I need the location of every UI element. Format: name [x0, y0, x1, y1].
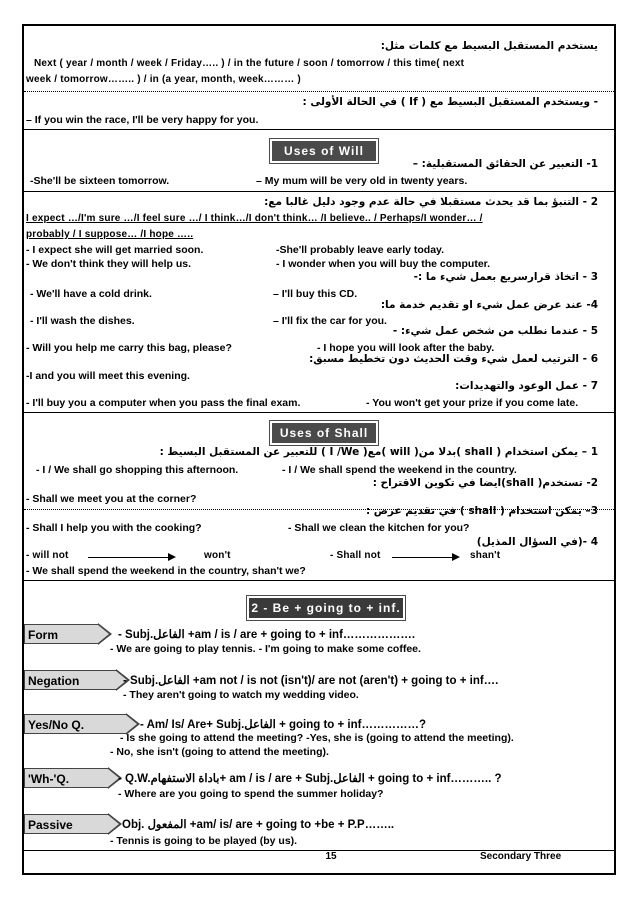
form-rule: - Subj.الفاعل +am / is / are + going to + inf……………….	[118, 629, 416, 641]
negation-tab-label: Negation	[24, 670, 116, 690]
divider	[24, 129, 614, 130]
will-use-3-example-a: - We'll have a cold drink.	[30, 288, 152, 300]
will-use-5-example-a: - Will you help me carry this bag, please?	[26, 342, 232, 354]
if-example: – If you win the race, I'll be very happy for you.	[26, 114, 259, 126]
will-use-5-example-b: - I hope you will look after the baby.	[317, 342, 495, 354]
time-words-line-2: week / tomorrow…….. ) / in (a year, month, week……… )	[26, 74, 301, 85]
yes-no-rule: - Am/ Is/ Are+ Subj.الفاعل + going to + inf……………?	[140, 719, 427, 731]
will-banner: Uses of Will	[270, 139, 378, 163]
will-use-2-example-1a: - I expect she will get married soon.	[26, 244, 204, 256]
will-use-6-arabic: 6 - الترتيب لعمل شيء وقت الحديث دون تخطيط مسبق:	[309, 353, 598, 365]
yes-no-tab-label: Yes/No Q.	[24, 714, 126, 734]
wh-question-tab-label: 'Wh-'Q.	[24, 768, 108, 788]
page-number: 15	[325, 851, 337, 862]
contraction-shant: shan't	[470, 550, 501, 561]
will-use-2-arabic: 2 - التنبؤ بما قد يحدث مستقبلا في حالة عدم وجود دليل غالبا مع:	[264, 196, 598, 208]
will-use-6-example: -I and you will meet this evening.	[26, 370, 190, 382]
will-use-2-example-1b: -She'll probably leave early today.	[276, 244, 445, 256]
will-use-4-arabic: 4- عند عرض عمل شيء او تقديم خدمة ما:	[380, 299, 598, 311]
contraction-wont: won't	[204, 550, 231, 561]
yes-no-example-1: - Is she going to attend the meeting? -Yes, she is (going to attend the meeting).	[120, 732, 514, 744]
header-arabic: يستخدم المستقبل البسيط مع كلمات مثل:	[380, 40, 598, 52]
going-to-banner: 2 - Be + going to + inf.	[247, 596, 405, 620]
shall-banner: Uses of Shall	[270, 421, 378, 445]
arrow-right-icon	[392, 557, 452, 558]
will-use-2-phrases-2: probably / I suppose… /I hope …..	[26, 229, 194, 240]
passive-rule: Obj. المفعول +am/ is/ are + going to +be + P.P……..	[122, 819, 395, 831]
will-use-3-example-b: – I'll buy this CD.	[273, 288, 358, 300]
negation-example: - They aren't going to watch my wedding video.	[123, 689, 359, 701]
shall-use-1-example-a: - I / We shall go shopping this afternoon.	[36, 464, 239, 476]
passive-tab-label: Passive	[24, 814, 108, 834]
contraction-shall-not: - Shall not	[330, 550, 381, 561]
time-words-line-1: Next ( year / month / week / Friday….. ) / in the future / soon / tomorrow / this time( next	[34, 58, 465, 69]
will-use-1-example-a: -She'll be sixteen tomorrow.	[30, 175, 170, 187]
will-use-7-example-a: - I'll buy you a computer when you pass the final exam.	[26, 397, 301, 409]
shall-use-1-arabic: 1 – يمكن استخدام ( shall )بدلا من( will )مع( I /We ) للتعبير عن المستقبل البسيط :	[159, 446, 598, 458]
will-use-5-arabic: 5 - عندما نطلب من شخص عمل شيء: -	[392, 325, 598, 337]
divider	[24, 580, 614, 581]
will-use-2-example-2b: - I wonder when you will buy the computer.	[276, 258, 491, 270]
will-use-1-arabic: 1- التعبير عن الحقائق المستقبلية: –	[412, 158, 598, 170]
will-use-1-example-b: – My mum will be very old in twenty years.	[256, 175, 468, 187]
will-use-2-example-2a: - We don't think they will help us.	[26, 258, 192, 270]
will-use-2-phrases-1: I expect …/I'm sure …/I feel sure …/ I think…/I don't think… /I believe.. / Perhaps/I wonder… /	[26, 213, 483, 224]
wh-question-rule: - Q.W.باداة الاستفهام+ am / is / are + Subj.الفاعل + going to + inf……….. ?	[118, 773, 502, 785]
negation-rule: - Subj.الفاعل +am not / is not (isn't)/ are not (aren't) + going to + inf….	[123, 675, 499, 687]
shall-use-4-arabic: 4 -(في السؤال المذيل)	[476, 536, 598, 548]
wh-question-example: - Where are you going to spend the summer holiday?	[118, 788, 384, 800]
divider	[24, 412, 614, 413]
will-use-3-arabic: 3 - اتخاذ قرارسريع بعمل شيء ما :-	[413, 271, 598, 283]
form-tab-label: Form	[24, 624, 98, 644]
form-example: - We are going to play tennis. - I'm going to make some coffee.	[110, 643, 421, 655]
shall-use-3-example-a: - Shall I help you with the cooking?	[26, 522, 202, 534]
will-use-7-arabic: 7 - عمل الوعود والتهديدات:	[455, 380, 598, 392]
yes-no-example-2: - No, she isn't (going to attend the meeting).	[110, 746, 329, 758]
contraction-will-not: - will not	[26, 550, 69, 561]
shall-use-3-arabic: 3– يمكن استخدام ( shall ) في تقديم عرض :	[365, 505, 598, 517]
will-use-4-example-a: - I'll wash the dishes.	[30, 315, 135, 327]
shall-use-4-example: - We shall spend the weekend in the country, shan't we?	[26, 565, 306, 577]
divider	[24, 91, 614, 92]
book-title: Secondary Three	[480, 851, 562, 862]
shall-use-1-example-b: - I / We shall spend the weekend in the country.	[282, 464, 517, 476]
shall-use-2-arabic: 2- تستخدم( shall)ايضا في تكوين الاقتراح :	[372, 477, 598, 489]
shall-use-3-example-b: - Shall we clean the kitchen for you?	[288, 522, 470, 534]
if-rule-arabic: - ويستخدم المستقبل البسيط مع ( If ) في الحالة الأولى :	[302, 96, 598, 108]
will-use-4-example-b: – I'll fix the car for you.	[273, 315, 387, 327]
divider	[24, 191, 614, 192]
passive-example: - Tennis is going to be played (by us).	[110, 835, 298, 847]
shall-use-2-example: - Shall we meet you at the corner?	[26, 493, 197, 505]
will-use-7-example-b: - You won't get your prize if you come late.	[366, 397, 579, 409]
arrow-right-icon	[88, 557, 168, 558]
